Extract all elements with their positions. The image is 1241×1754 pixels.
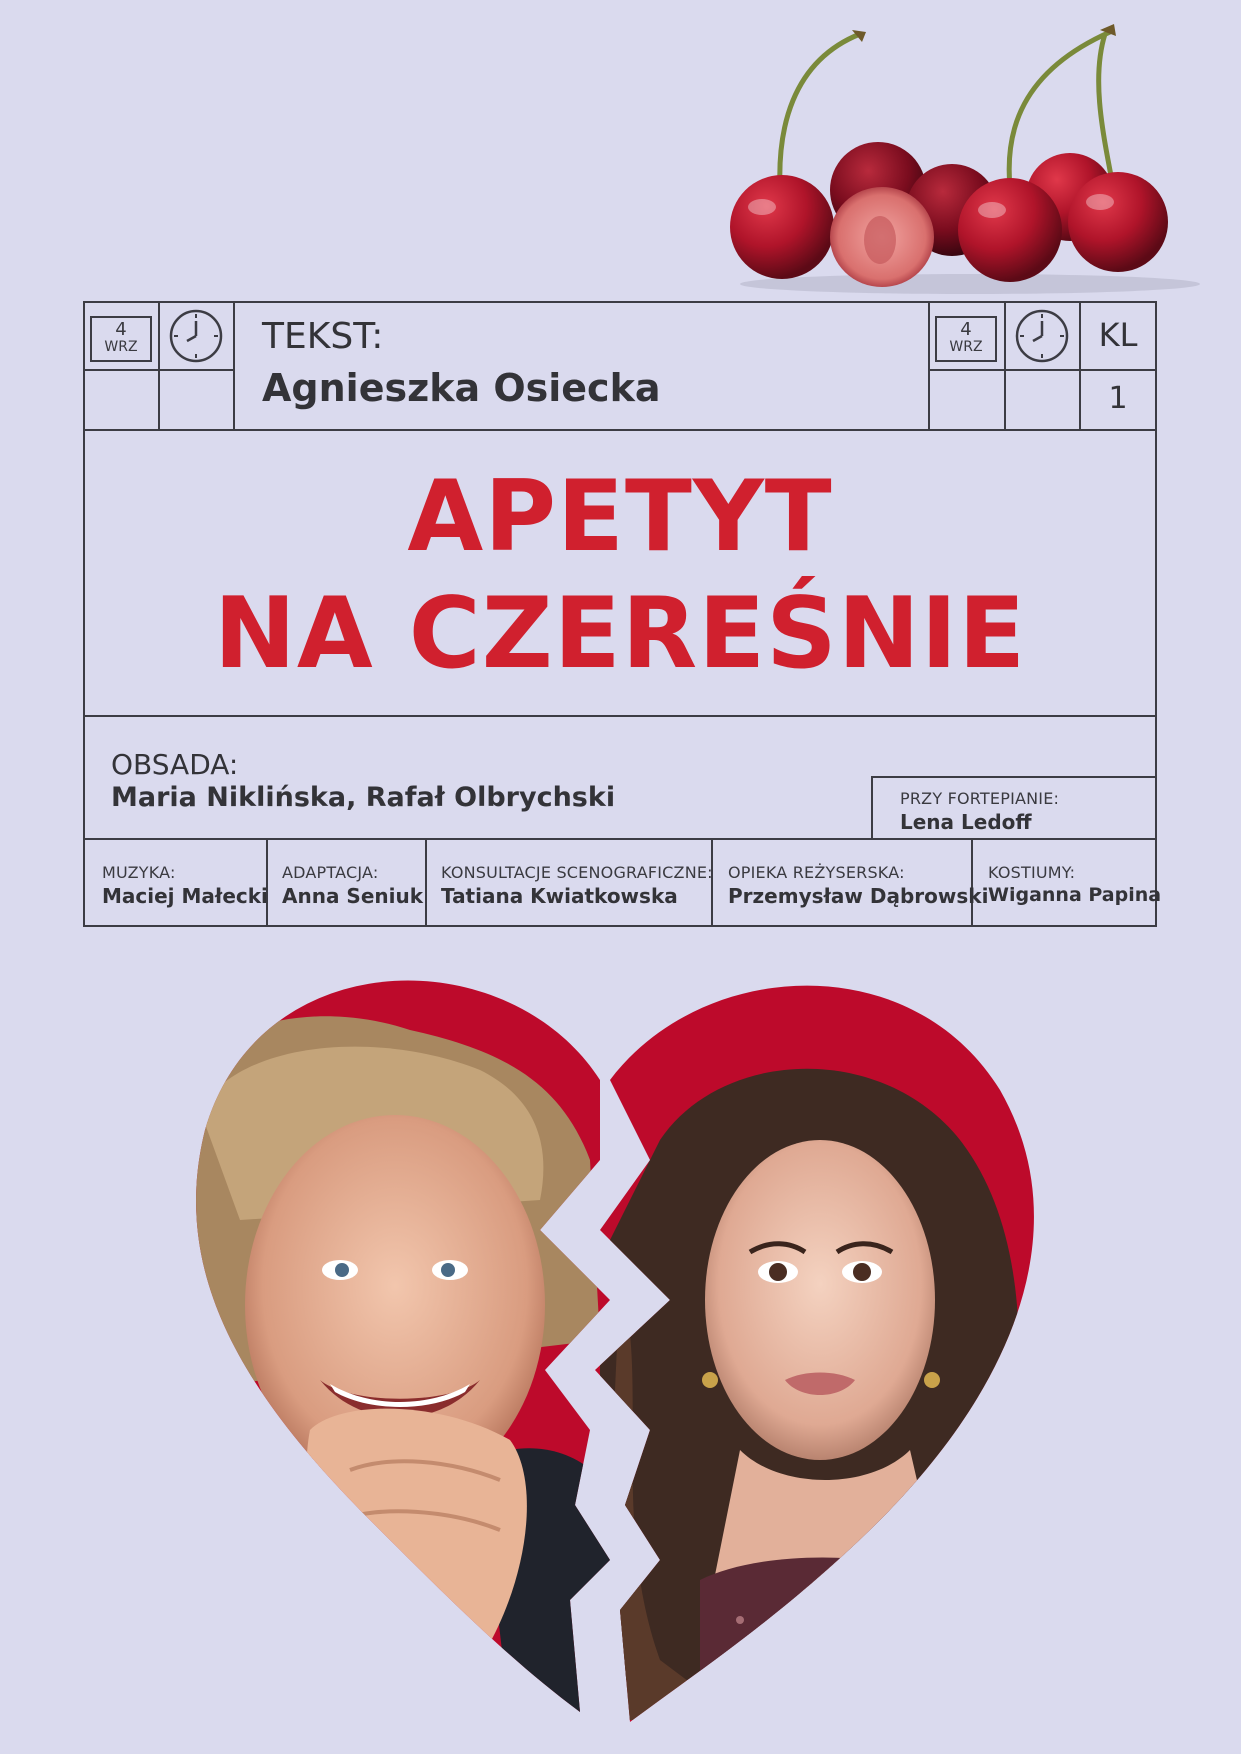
date-month: WRZ: [949, 339, 983, 355]
credit-name-scenography: Tatiana Kwiatkowska: [441, 884, 678, 908]
piano-label: PRZY FORTEPIANIE:: [900, 789, 1060, 808]
piano-name: Lena Ledoff: [900, 810, 1032, 834]
broken-heart-icon: [180, 960, 1060, 1730]
credit-name-costumes: Wiganna Papina: [988, 884, 1162, 906]
date-box-left: [90, 316, 152, 362]
clock-icon: [1014, 308, 1070, 364]
cast-names: Maria Niklińska, Rafał Olbrychski: [111, 782, 616, 813]
credit-label-scenography: KONSULTACJE SCENOGRAFICZNE:: [441, 863, 713, 882]
clock-icon: [168, 308, 224, 364]
text-author: Agnieszka Osiecka: [262, 366, 661, 410]
date-day: 4: [960, 319, 972, 340]
credit-name-music: Maciej Małecki: [102, 884, 268, 908]
credit-name-adaptation: Anna Seniuk: [282, 884, 424, 908]
date-month: WRZ: [104, 339, 138, 355]
date-day: 4: [115, 319, 127, 340]
page-title-line-2: NA CZEREŚNIE: [213, 577, 1027, 691]
kl-label: KL: [1098, 316, 1138, 354]
credit-label-costumes: KOSTIUMY:: [988, 863, 1076, 882]
text-label: TEKST:: [262, 316, 384, 357]
kl-number: 1: [1108, 381, 1128, 416]
cherries-illustration: [720, 22, 1220, 297]
credit-label-directing: OPIEKA REŻYSERSKA:: [728, 863, 905, 882]
credit-name-directing: Przemysław Dąbrowski: [728, 884, 989, 908]
date-box-right: [935, 316, 997, 362]
page-title-line-1: APETYT: [407, 460, 833, 574]
cast-label: OBSADA:: [111, 748, 239, 781]
credit-label-music: MUZYKA:: [102, 863, 176, 882]
credit-label-adaptation: ADAPTACJA:: [282, 863, 379, 882]
